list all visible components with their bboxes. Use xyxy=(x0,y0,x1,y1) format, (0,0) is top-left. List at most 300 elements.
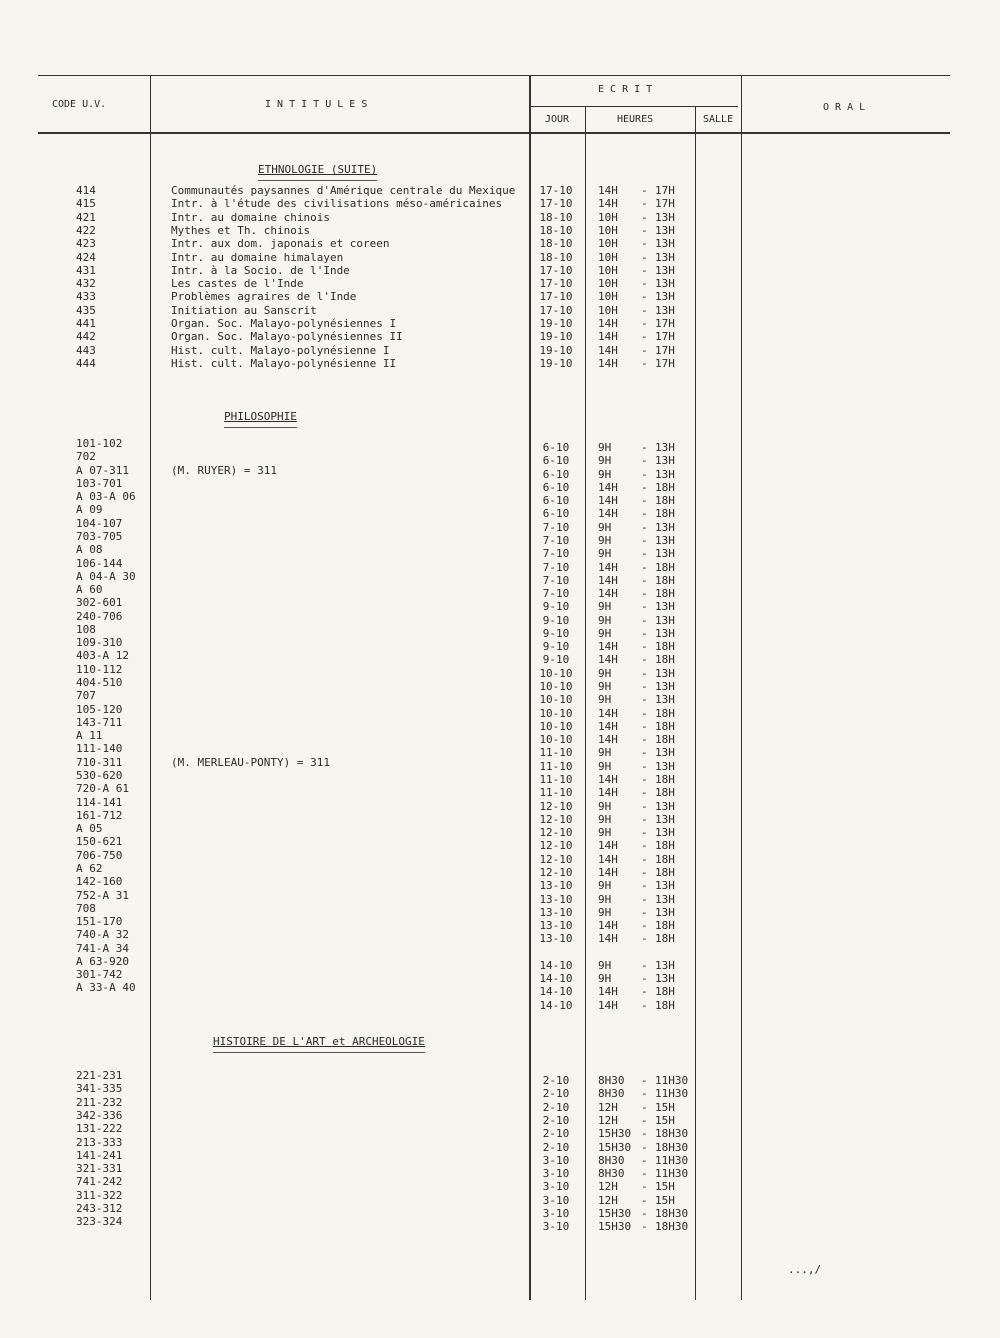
uv-code: 441 xyxy=(76,317,96,330)
exam-end-time: 18H xyxy=(655,932,675,945)
exam-end-time: 17H xyxy=(655,344,675,357)
exam-end-time: 13H xyxy=(655,304,675,317)
exam-day: 14-10 xyxy=(539,972,573,985)
uv-code: 301-742 xyxy=(76,968,123,981)
exam-start-time: 9H xyxy=(598,600,612,613)
uv-code: 414 xyxy=(76,184,96,197)
exam-start-time: 9H xyxy=(598,547,612,560)
uv-code: A 07-311 xyxy=(76,464,129,477)
time-separator: - xyxy=(641,534,648,547)
exam-start-time: 15H30 xyxy=(598,1207,632,1220)
exam-day: 17-10 xyxy=(539,184,573,197)
exam-end-time: 18H xyxy=(655,786,675,799)
time-separator: - xyxy=(641,251,648,264)
exam-end-time: 13H xyxy=(655,534,675,547)
uv-code: 108 xyxy=(76,623,96,636)
time-separator: - xyxy=(641,667,648,680)
time-separator: - xyxy=(641,521,648,534)
exam-day: 7-10 xyxy=(542,574,570,587)
header-oral: O R A L xyxy=(823,102,866,113)
uv-code: 105-120 xyxy=(76,703,123,716)
exam-end-time: 13H xyxy=(655,959,675,972)
exam-start-time: 15H30 xyxy=(598,1220,632,1233)
column-divider-intitules-body xyxy=(150,133,151,1300)
time-separator: - xyxy=(641,1194,648,1207)
time-separator: - xyxy=(641,507,648,520)
exam-day: 2-10 xyxy=(542,1074,570,1087)
exam-day: 10-10 xyxy=(539,680,573,693)
exam-day: 19-10 xyxy=(539,357,573,370)
uv-code: 151-170 xyxy=(76,915,123,928)
uv-code: 442 xyxy=(76,330,96,343)
time-separator: - xyxy=(641,561,648,574)
uv-code: A 63-920 xyxy=(76,955,129,968)
column-divider-salle xyxy=(741,75,742,1300)
time-separator: - xyxy=(641,1220,648,1233)
exam-day: 11-10 xyxy=(539,773,573,786)
uv-code: A 03-A 06 xyxy=(76,490,136,503)
uv-code: 720-A 61 xyxy=(76,782,129,795)
exam-start-time: 9H xyxy=(598,800,612,813)
uv-code: 142-160 xyxy=(76,875,123,888)
exam-start-time: 14H xyxy=(598,197,618,210)
exam-end-time: 13H xyxy=(655,277,675,290)
exam-start-time: 12H xyxy=(598,1101,618,1114)
time-separator: - xyxy=(641,344,648,357)
exam-end-time: 18H30 xyxy=(655,1141,689,1154)
column-divider-jour xyxy=(585,106,586,1300)
exam-end-time: 13H xyxy=(655,600,675,613)
exam-day: 3-10 xyxy=(542,1194,570,1207)
exam-day: 9-10 xyxy=(542,627,570,640)
exam-day: 19-10 xyxy=(539,344,573,357)
time-separator: - xyxy=(641,184,648,197)
exam-day: 14-10 xyxy=(539,999,573,1012)
exam-day: 12-10 xyxy=(539,826,573,839)
table-top-rule xyxy=(38,75,950,76)
exam-start-time: 8H30 xyxy=(598,1087,625,1100)
header-salle: SALLE xyxy=(703,114,734,125)
time-separator: - xyxy=(641,224,648,237)
exam-end-time: 17H xyxy=(655,184,675,197)
exam-day: 7-10 xyxy=(542,561,570,574)
header-jour: JOUR xyxy=(545,114,570,125)
time-separator: - xyxy=(641,237,648,250)
exam-day: 17-10 xyxy=(539,264,573,277)
exam-end-time: 13H xyxy=(655,441,675,454)
time-separator: - xyxy=(641,1101,648,1114)
exam-end-time: 17H xyxy=(655,330,675,343)
time-separator: - xyxy=(641,211,648,224)
time-separator: - xyxy=(641,839,648,852)
exam-end-time: 15H xyxy=(655,1180,675,1193)
exam-day: 2-10 xyxy=(542,1141,570,1154)
exam-day: 11-10 xyxy=(539,786,573,799)
exam-end-time: 13H xyxy=(655,547,675,560)
exam-start-time: 14H xyxy=(598,932,618,945)
time-separator: - xyxy=(641,893,648,906)
time-separator: - xyxy=(641,653,648,666)
exam-start-time: 12H xyxy=(598,1180,618,1193)
exam-end-time: 18H xyxy=(655,999,675,1012)
exam-start-time: 10H xyxy=(598,251,618,264)
time-separator: - xyxy=(641,999,648,1012)
time-separator: - xyxy=(641,547,648,560)
exam-end-time: 11H30 xyxy=(655,1074,689,1087)
time-separator: - xyxy=(641,733,648,746)
exam-start-time: 9H xyxy=(598,468,612,481)
exam-start-time: 14H xyxy=(598,640,618,653)
time-separator: - xyxy=(641,277,648,290)
exam-start-time: 9H xyxy=(598,693,612,706)
time-separator: - xyxy=(641,317,648,330)
exam-day: 12-10 xyxy=(539,800,573,813)
exam-end-time: 13H xyxy=(655,667,675,680)
time-separator: - xyxy=(641,800,648,813)
uv-code: 213-333 xyxy=(76,1136,123,1149)
uv-code: 752-A 31 xyxy=(76,889,129,902)
course-title: Intr. à la Socio. de l'Inde xyxy=(171,264,350,277)
uv-code: 708 xyxy=(76,902,96,915)
time-separator: - xyxy=(641,707,648,720)
exam-start-time: 14H xyxy=(598,494,618,507)
exam-start-time: 14H xyxy=(598,773,618,786)
exam-end-time: 18H xyxy=(655,985,675,998)
uv-code: 243-312 xyxy=(76,1202,123,1215)
time-separator: - xyxy=(641,627,648,640)
exam-end-time: 18H xyxy=(655,720,675,733)
time-separator: - xyxy=(641,441,648,454)
time-separator: - xyxy=(641,304,648,317)
uv-code: 707 xyxy=(76,689,96,702)
exam-day: 6-10 xyxy=(542,507,570,520)
course-title: Les castes de l'Inde xyxy=(171,277,304,290)
exam-start-time: 9H xyxy=(598,521,612,534)
exam-end-time: 18H xyxy=(655,653,675,666)
exam-start-time: 14H xyxy=(598,481,618,494)
exam-start-time: 14H xyxy=(598,184,618,197)
uv-code: 104-107 xyxy=(76,517,123,530)
uv-code: A 09 xyxy=(76,503,103,516)
exam-day: 12-10 xyxy=(539,853,573,866)
exam-day: 14-10 xyxy=(539,985,573,998)
exam-day: 10-10 xyxy=(539,707,573,720)
exam-start-time: 8H30 xyxy=(598,1074,625,1087)
uv-code: A 62 xyxy=(76,862,103,875)
uv-code: 321-331 xyxy=(76,1162,123,1175)
exam-day: 2-10 xyxy=(542,1127,570,1140)
exam-end-time: 13H xyxy=(655,290,675,303)
uv-code: A 11 xyxy=(76,729,103,742)
uv-code: 221-231 xyxy=(76,1069,123,1082)
exam-day: 18-10 xyxy=(539,237,573,250)
column-divider-intitules xyxy=(529,75,531,1300)
exam-end-time: 13H xyxy=(655,468,675,481)
exam-day: 6-10 xyxy=(542,454,570,467)
time-separator: - xyxy=(641,773,648,786)
exam-start-time: 14H xyxy=(598,720,618,733)
time-separator: - xyxy=(641,481,648,494)
exam-day: 18-10 xyxy=(539,224,573,237)
uv-code: 341-335 xyxy=(76,1082,123,1095)
exam-day: 17-10 xyxy=(539,290,573,303)
exam-start-time: 14H xyxy=(598,587,618,600)
uv-code: 211-232 xyxy=(76,1096,123,1109)
exam-day: 9-10 xyxy=(542,600,570,613)
exam-end-time: 18H xyxy=(655,507,675,520)
exam-day: 7-10 xyxy=(542,534,570,547)
exam-end-time: 18H xyxy=(655,919,675,932)
header-intitules: I N T I T U L E S xyxy=(265,99,368,110)
exam-end-time: 13H xyxy=(655,680,675,693)
time-separator: - xyxy=(641,972,648,985)
exam-end-time: 13H xyxy=(655,746,675,759)
exam-end-time: 17H xyxy=(655,197,675,210)
uv-code: 302-601 xyxy=(76,596,123,609)
exam-start-time: 9H xyxy=(598,760,612,773)
uv-code: 110-112 xyxy=(76,663,123,676)
exam-start-time: 14H xyxy=(598,653,618,666)
exam-day: 13-10 xyxy=(539,893,573,906)
exam-end-time: 15H xyxy=(655,1194,675,1207)
exam-day: 13-10 xyxy=(539,932,573,945)
exam-end-time: 13H xyxy=(655,972,675,985)
uv-code: 323-324 xyxy=(76,1215,123,1228)
uv-code: 240-706 xyxy=(76,610,123,623)
exam-end-time: 13H xyxy=(655,760,675,773)
exam-day: 10-10 xyxy=(539,667,573,680)
exam-end-time: 13H xyxy=(655,627,675,640)
course-title: Organ. Soc. Malayo-polynésiennes I xyxy=(171,317,397,330)
exam-end-time: 13H xyxy=(655,800,675,813)
uv-code: 103-701 xyxy=(76,477,123,490)
time-separator: - xyxy=(641,1127,648,1140)
exam-end-time: 13H xyxy=(655,454,675,467)
exam-end-time: 13H xyxy=(655,211,675,224)
header-bottom-rule xyxy=(38,132,950,134)
exam-day: 17-10 xyxy=(539,197,573,210)
course-title: Intr. à l'étude des civilisations méso-américaines xyxy=(171,197,503,210)
time-separator: - xyxy=(641,746,648,759)
exam-start-time: 8H30 xyxy=(598,1167,625,1180)
exam-day: 18-10 xyxy=(539,251,573,264)
time-separator: - xyxy=(641,693,648,706)
exam-start-time: 14H xyxy=(598,317,618,330)
time-separator: - xyxy=(641,1114,648,1127)
exam-start-time: 9H xyxy=(598,454,612,467)
exam-start-time: 15H30 xyxy=(598,1127,632,1140)
uv-code: A 08 xyxy=(76,543,103,556)
time-separator: - xyxy=(641,866,648,879)
exam-day: 17-10 xyxy=(539,304,573,317)
exam-day: 7-10 xyxy=(542,587,570,600)
uv-code: 740-A 32 xyxy=(76,928,129,941)
course-title: Problèmes agraires de l'Inde xyxy=(171,290,357,303)
exam-end-time: 13H xyxy=(655,893,675,906)
uv-code: 435 xyxy=(76,304,96,317)
exam-start-time: 14H xyxy=(598,561,618,574)
exam-day: 11-10 xyxy=(539,760,573,773)
uv-code: 106-144 xyxy=(76,557,123,570)
exam-start-time: 14H xyxy=(598,919,618,932)
time-separator: - xyxy=(641,1207,648,1220)
time-separator: - xyxy=(641,264,648,277)
exam-start-time: 14H xyxy=(598,330,618,343)
exam-end-time: 17H xyxy=(655,357,675,370)
uv-code: 706-750 xyxy=(76,849,123,862)
exam-start-time: 10H xyxy=(598,264,618,277)
exam-start-time: 14H xyxy=(598,853,618,866)
exam-day: 6-10 xyxy=(542,481,570,494)
uv-code: 702 xyxy=(76,450,96,463)
uv-code: 423 xyxy=(76,237,96,250)
exam-start-time: 14H xyxy=(598,786,618,799)
exam-end-time: 18H xyxy=(655,733,675,746)
uv-code: 741-A 34 xyxy=(76,942,129,955)
exam-day: 3-10 xyxy=(542,1154,570,1167)
uv-code: 150-621 xyxy=(76,835,123,848)
exam-day: 19-10 xyxy=(539,317,573,330)
exam-start-time: 14H xyxy=(598,707,618,720)
uv-code: 741-242 xyxy=(76,1175,123,1188)
time-separator: - xyxy=(641,600,648,613)
exam-start-time: 10H xyxy=(598,290,618,303)
exam-start-time: 12H xyxy=(598,1194,618,1207)
course-title: Intr. au domaine himalayen xyxy=(171,251,344,264)
course-title: Intr. aux dom. japonais et coreen xyxy=(171,237,390,250)
exam-start-time: 14H xyxy=(598,344,618,357)
exam-day: 19-10 xyxy=(539,330,573,343)
time-separator: - xyxy=(641,813,648,826)
uv-code: 422 xyxy=(76,224,96,237)
exam-end-time: 11H30 xyxy=(655,1087,689,1100)
exam-start-time: 10H xyxy=(598,224,618,237)
exam-start-time: 9H xyxy=(598,959,612,972)
exam-start-time: 10H xyxy=(598,211,618,224)
exam-end-time: 18H xyxy=(655,481,675,494)
exam-day: 10-10 xyxy=(539,720,573,733)
exam-start-time: 12H xyxy=(598,1114,618,1127)
exam-end-time: 18H xyxy=(655,640,675,653)
exam-end-time: 18H xyxy=(655,707,675,720)
time-separator: - xyxy=(641,494,648,507)
uv-code: 109-310 xyxy=(76,636,123,649)
section-title-ethnologie: ETHNOLOGIE (SUITE) xyxy=(258,163,378,176)
uv-code: A 33-A 40 xyxy=(76,981,136,994)
exam-day: 10-10 xyxy=(539,733,573,746)
exam-start-time: 14H xyxy=(598,985,618,998)
exam-end-time: 13H xyxy=(655,906,675,919)
exam-start-time: 9H xyxy=(598,614,612,627)
exam-end-time: 18H xyxy=(655,494,675,507)
time-separator: - xyxy=(641,720,648,733)
exam-day: 7-10 xyxy=(542,521,570,534)
exam-day: 13-10 xyxy=(539,919,573,932)
exam-end-time: 13H xyxy=(655,614,675,627)
course-title: (M. MERLEAU-PONTY) = 311 xyxy=(171,756,330,769)
column-divider-heures xyxy=(695,106,696,1300)
exam-end-time: 18H xyxy=(655,839,675,852)
header-ecrit: E C R I T xyxy=(598,84,653,95)
section-title-philosophie: PHILOSOPHIE xyxy=(224,410,297,423)
uv-code: A 60 xyxy=(76,583,103,596)
uv-code: A 04-A 30 xyxy=(76,570,136,583)
exam-day: 9-10 xyxy=(542,614,570,627)
uv-code: 161-712 xyxy=(76,809,123,822)
exam-end-time: 18H30 xyxy=(655,1207,689,1220)
exam-end-time: 18H30 xyxy=(655,1220,689,1233)
exam-start-time: 14H xyxy=(598,839,618,852)
exam-day: 6-10 xyxy=(542,441,570,454)
header-heures: HEURES xyxy=(617,114,654,125)
time-separator: - xyxy=(641,197,648,210)
exam-day: 3-10 xyxy=(542,1207,570,1220)
uv-code: 101-102 xyxy=(76,437,123,450)
exam-end-time: 13H xyxy=(655,251,675,264)
exam-day: 13-10 xyxy=(539,879,573,892)
uv-code: 403-A 12 xyxy=(76,649,129,662)
time-separator: - xyxy=(641,357,648,370)
exam-end-time: 18H xyxy=(655,561,675,574)
exam-start-time: 10H xyxy=(598,277,618,290)
exam-start-time: 9H xyxy=(598,534,612,547)
exam-start-time: 14H xyxy=(598,507,618,520)
uv-code: 114-141 xyxy=(76,796,123,809)
time-separator: - xyxy=(641,1141,648,1154)
exam-end-time: 18H30 xyxy=(655,1127,689,1140)
exam-start-time: 15H30 xyxy=(598,1141,632,1154)
uv-code: 141-241 xyxy=(76,1149,123,1162)
exam-day: 14-10 xyxy=(539,959,573,972)
exam-day: 9-10 xyxy=(542,653,570,666)
exam-end-time: 18H xyxy=(655,866,675,879)
exam-day: 18-10 xyxy=(539,211,573,224)
uv-code: 111-140 xyxy=(76,742,123,755)
exam-day: 10-10 xyxy=(539,693,573,706)
exam-end-time: 17H xyxy=(655,317,675,330)
exam-start-time: 14H xyxy=(598,733,618,746)
section-title-histoire-art: HISTOIRE DE L'ART et ARCHEOLOGIE xyxy=(213,1035,425,1048)
course-title: Communautés paysannes d'Amérique centrale du Mexique xyxy=(171,184,516,197)
time-separator: - xyxy=(641,1167,648,1180)
uv-code: 404-510 xyxy=(76,676,123,689)
exam-day: 9-10 xyxy=(542,640,570,653)
time-separator: - xyxy=(641,640,648,653)
time-separator: - xyxy=(641,932,648,945)
exam-day: 11-10 xyxy=(539,746,573,759)
time-separator: - xyxy=(641,454,648,467)
exam-day: 2-10 xyxy=(542,1101,570,1114)
exam-start-time: 10H xyxy=(598,304,618,317)
uv-code: 703-705 xyxy=(76,530,123,543)
time-separator: - xyxy=(641,330,648,343)
course-title: (M. RUYER) = 311 xyxy=(171,464,277,477)
header-code: CODE U.V. xyxy=(52,99,107,110)
uv-code: 530-620 xyxy=(76,769,123,782)
exam-start-time: 9H xyxy=(598,972,612,985)
exam-day: 7-10 xyxy=(542,547,570,560)
time-separator: - xyxy=(641,614,648,627)
exam-start-time: 14H xyxy=(598,999,618,1012)
exam-start-time: 9H xyxy=(598,441,612,454)
exam-start-time: 9H xyxy=(598,813,612,826)
time-separator: - xyxy=(641,959,648,972)
exam-start-time: 9H xyxy=(598,746,612,759)
exam-end-time: 15H xyxy=(655,1101,675,1114)
exam-day: 3-10 xyxy=(542,1167,570,1180)
exam-start-time: 8H30 xyxy=(598,1154,625,1167)
exam-day: 12-10 xyxy=(539,813,573,826)
